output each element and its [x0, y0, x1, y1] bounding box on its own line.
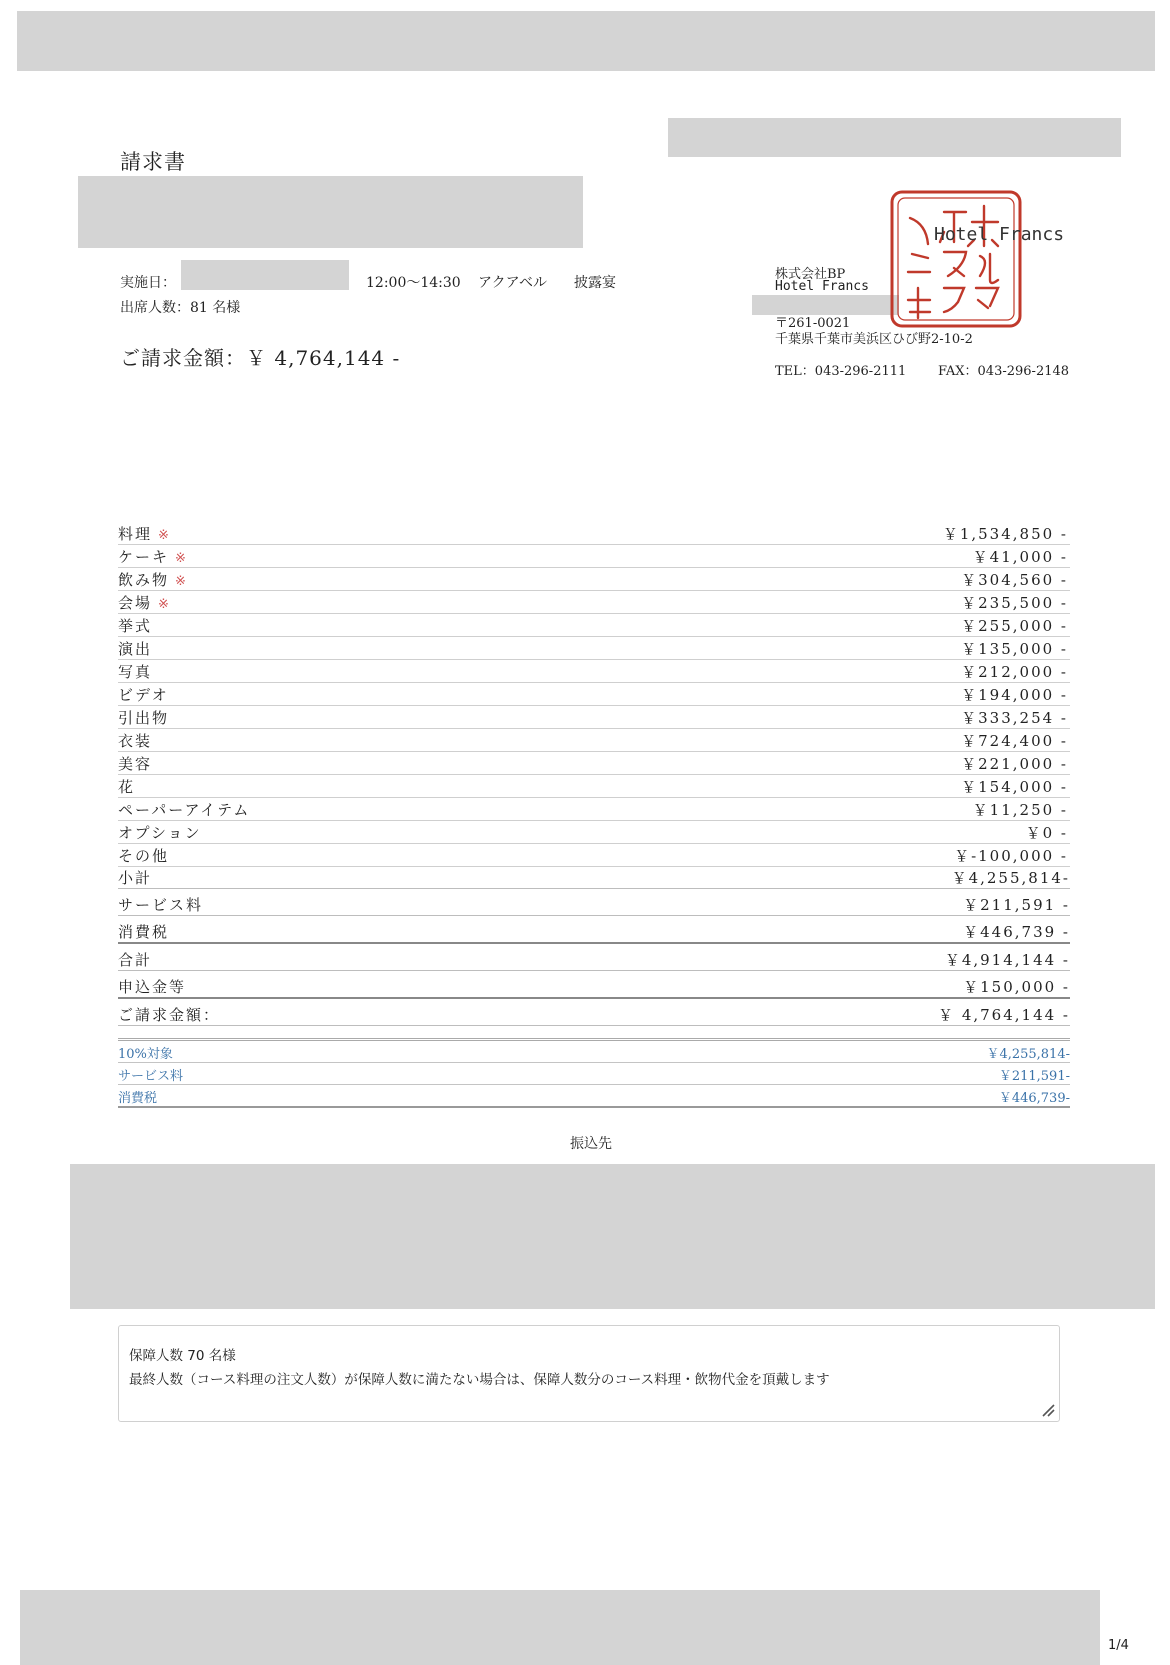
item-label: 花 — [118, 778, 136, 796]
item-mark: ※ — [158, 597, 171, 612]
tax-value: ￥446,739- — [998, 1091, 1070, 1106]
item-value: ￥304,560 - — [961, 571, 1068, 589]
redacted-top-right — [668, 118, 1121, 157]
total-value: ￥211,591 - — [963, 896, 1070, 914]
item-value: ￥221,000 - — [961, 755, 1068, 773]
totals-table — [118, 862, 1070, 1026]
event-venue: アクアベル — [478, 275, 548, 291]
table-row — [118, 660, 1070, 683]
total-value: ￥4,914,144 - — [944, 951, 1070, 969]
item-value: ￥724,400 - — [961, 732, 1068, 750]
item-value: ￥135,000 - — [961, 640, 1068, 658]
grand-total-row — [118, 944, 1070, 971]
item-value: ￥11,250 - — [972, 801, 1068, 819]
item-label: 衣装 — [118, 732, 153, 750]
item-mark: ※ — [175, 574, 188, 589]
tax-label: サービス料 — [118, 1069, 184, 1084]
table-row — [118, 775, 1070, 798]
item-mark: ※ — [175, 551, 188, 566]
table-row — [118, 752, 1070, 775]
item-label: 会場 — [118, 594, 153, 612]
issuer-postal: 〒261-0021 — [775, 316, 851, 331]
table-row — [118, 683, 1070, 706]
consumption-tax-row — [118, 916, 1070, 944]
tax-row — [118, 1063, 1070, 1085]
page-indicator: 1/4 — [1108, 1638, 1129, 1653]
table-row — [118, 798, 1070, 821]
total-label: サービス料 — [118, 896, 204, 914]
table-row — [118, 568, 1070, 591]
item-value: ￥235,500 - — [961, 594, 1068, 612]
tax-row — [118, 1085, 1070, 1108]
item-value: ￥212,000 - — [961, 663, 1068, 681]
item-label: 美容 — [118, 755, 153, 773]
item-value: ￥1,534,850 - — [942, 525, 1068, 543]
tax-value: ￥211,591- — [998, 1069, 1070, 1084]
item-label: その他 — [118, 847, 170, 865]
item-label: 演出 — [118, 640, 153, 658]
table-row — [118, 729, 1070, 752]
item-label: 引出物 — [118, 709, 170, 727]
document-title: 請求書 — [120, 150, 186, 174]
issuer-hotel: Hotel Francs — [775, 279, 869, 294]
item-label: 写真 — [118, 663, 153, 681]
tax-label: 消費税 — [118, 1091, 158, 1106]
table-row — [118, 545, 1070, 568]
total-value: ￥4,255,814- — [951, 869, 1070, 887]
issuer-tel: TEL：043-296-2111 — [775, 364, 907, 379]
billing-amount-row — [118, 999, 1070, 1026]
total-value: ￥ 4,764,144 - — [938, 1006, 1070, 1024]
item-label: 料理 — [118, 525, 153, 543]
item-label: オプション — [118, 824, 202, 842]
redacted-date — [181, 260, 349, 290]
redacted-footer — [20, 1590, 1100, 1665]
billing-amount: ご請求金額：￥ 4,764,144 - — [120, 346, 401, 370]
bank-transfer-label: 振込先 — [570, 1136, 612, 1152]
total-label: 合計 — [118, 951, 153, 969]
table-row — [118, 614, 1070, 637]
total-label: ご請求金額： — [118, 1006, 221, 1024]
company-seal-stamp — [888, 188, 1024, 330]
total-label: 申込金等 — [118, 978, 187, 996]
item-value: ￥41,000 - — [972, 548, 1068, 566]
line-items-table — [118, 522, 1070, 867]
subtotal-row — [118, 862, 1070, 889]
resize-handle-icon[interactable] — [1039, 1401, 1055, 1417]
note-line-2: 最終人数（コース料理の注文人数）が保障人数に満たない場合は、保障人数分のコース料理・飲物代金を頂戴します — [129, 1372, 830, 1388]
item-label: ビデオ — [118, 686, 169, 704]
event-name: 披露宴 — [574, 275, 616, 291]
attendee-count: 出席人数：81 名様 — [120, 300, 241, 316]
table-row — [118, 637, 1070, 660]
total-label: 小計 — [118, 869, 153, 887]
item-value: ￥0 - — [1025, 824, 1068, 842]
redacted-bank-info — [70, 1164, 1155, 1309]
item-label: 挙式 — [118, 617, 153, 635]
table-row — [118, 706, 1070, 729]
item-label: 飲み物 — [118, 571, 170, 589]
table-row — [118, 522, 1070, 545]
item-value: ￥255,000 - — [961, 617, 1068, 635]
issuer-address: 千葉県千葉市美浜区ひび野2-10-2 — [775, 332, 973, 347]
issuer-company: 株式会社BP — [775, 267, 846, 282]
tax-value: ￥4,255,814- — [986, 1047, 1070, 1062]
guarantee-note-textarea[interactable] — [118, 1325, 1060, 1422]
item-label: ペーパーアイテム — [118, 801, 251, 819]
table-row — [118, 591, 1070, 614]
item-label: ケーキ — [118, 548, 170, 566]
total-value: ￥150,000 - — [963, 978, 1070, 996]
item-value: ￥-100,000 - — [954, 847, 1068, 865]
item-value: ￥333,254 - — [961, 709, 1068, 727]
stamp-hotel-name: Hotel Francs — [934, 224, 1065, 245]
event-time: 12:00〜14:30 — [366, 275, 461, 291]
note-line-1: 保障人数 70 名様 — [129, 1348, 236, 1364]
table-row — [118, 821, 1070, 844]
tax-row — [118, 1041, 1070, 1063]
total-value: ￥446,739 - — [963, 923, 1070, 941]
redacted-recipient — [78, 176, 583, 248]
tax-label: 10%対象 — [118, 1047, 173, 1062]
item-value: ￥154,000 - — [961, 778, 1068, 796]
issuer-fax: FAX：043-296-2148 — [938, 364, 1070, 379]
tax-breakdown-table — [118, 1038, 1070, 1108]
event-date-label: 実施日： — [120, 275, 176, 291]
redacted-header — [17, 11, 1155, 71]
total-label: 消費税 — [118, 923, 170, 941]
item-mark: ※ — [158, 528, 171, 543]
deposit-row — [118, 971, 1070, 999]
item-value: ￥194,000 - — [961, 686, 1068, 704]
service-fee-row — [118, 889, 1070, 916]
